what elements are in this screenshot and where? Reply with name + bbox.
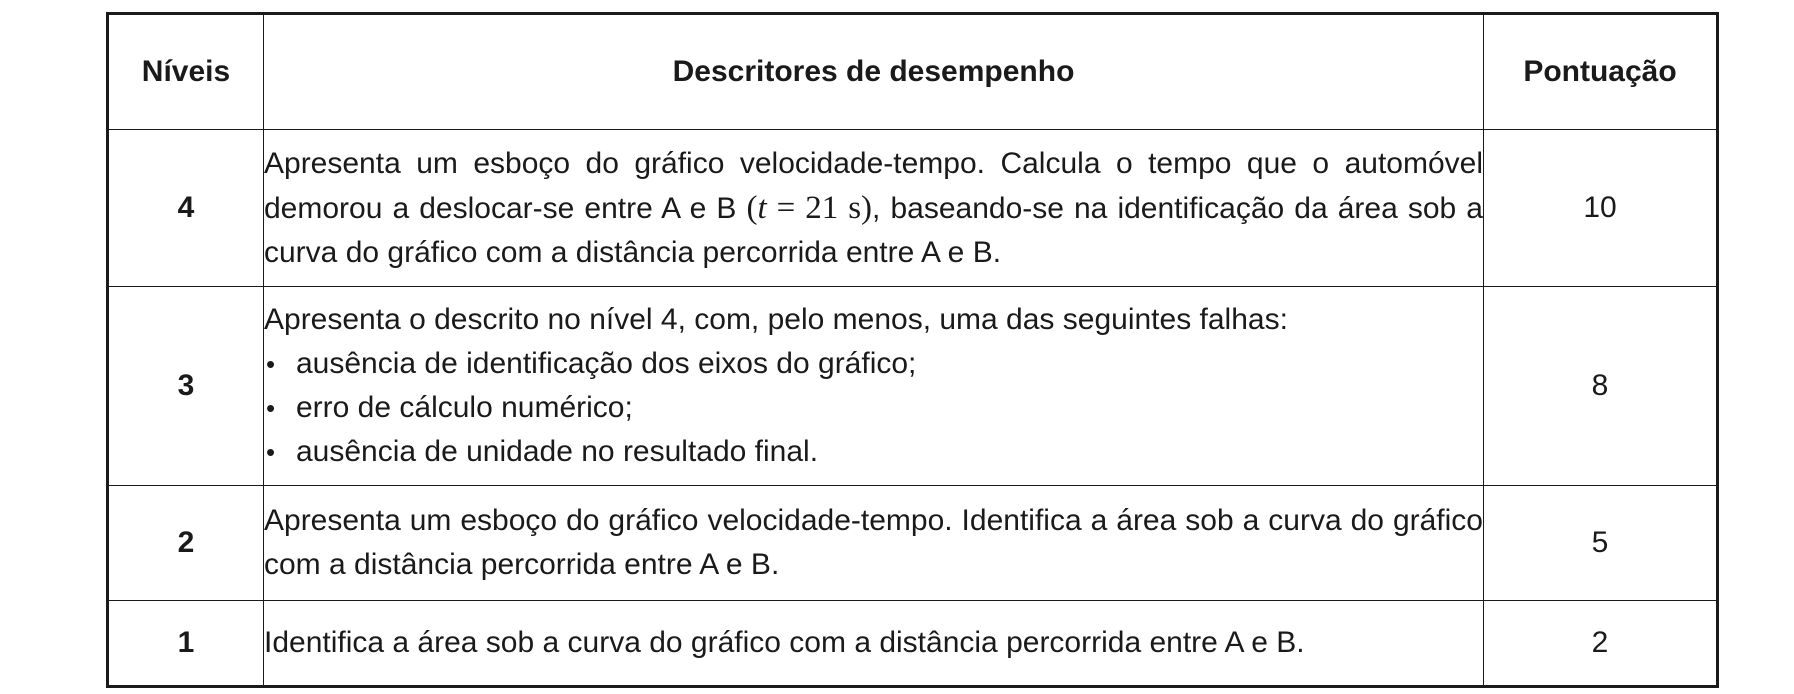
table-row	[108, 130, 1718, 287]
descriptor-cell	[264, 287, 1484, 486]
formula-paren: (	[746, 189, 758, 226]
bullet-icon: •	[266, 437, 276, 467]
descriptor-cell	[264, 130, 1484, 287]
level-cell: 4	[108, 130, 264, 287]
list-item-text: erro de cálculo numérico;	[296, 391, 633, 424]
header-row	[108, 14, 1718, 130]
list-item-text: ausência de identificação dos eixos do gráfico;	[296, 347, 917, 380]
score-cell: 5	[1484, 486, 1718, 601]
list-item	[264, 430, 1483, 474]
table-row	[108, 287, 1718, 486]
descriptor-intro: Apresenta o descrito no nível 4, com, pelo menos, uma das seguintes falhas:	[264, 303, 1288, 336]
faults-list	[264, 342, 1483, 474]
level-cell: 1	[108, 601, 264, 687]
formula-variable: t	[757, 189, 767, 226]
descriptor-text-continued: , baseando-se na identificação da área sob a curva do gráfico com a distância percorrida entre A e B.	[264, 191, 1483, 269]
bullet-icon: •	[266, 349, 276, 379]
formula-value: = 21 s)	[766, 189, 873, 226]
score-cell: 8	[1484, 287, 1718, 486]
scoring-rubric-table	[106, 12, 1719, 688]
bullet-icon: •	[266, 393, 276, 423]
header-descriptors: Descritores de desempenho	[264, 14, 1484, 130]
table-row	[108, 486, 1718, 601]
score-cell: 10	[1484, 130, 1718, 287]
level-cell: 3	[108, 287, 264, 486]
header-score: Pontuação	[1484, 14, 1718, 130]
descriptor-text: Apresenta um esboço do gráfico velocidade-tempo. Calcula o tempo que o automóvel demorou a deslocar-se entre A e B	[264, 146, 1483, 225]
score-cell: 2	[1484, 601, 1718, 687]
descriptor-cell: Identifica a área sob a curva do gráfico com a distância percorrida entre A e B.	[264, 601, 1484, 687]
level-cell: 2	[108, 486, 264, 601]
list-item	[264, 342, 1483, 386]
time-formula	[746, 190, 872, 226]
header-levels: Níveis	[108, 14, 264, 130]
list-item-text: ausência de unidade no resultado final.	[296, 435, 819, 468]
table-row	[108, 601, 1718, 687]
descriptor-cell: Apresenta um esboço do gráfico velocidade-tempo. Identifica a área sob a curva do gráfico com a distância percorrida entre A e B.	[264, 486, 1484, 601]
list-item	[264, 386, 1483, 430]
